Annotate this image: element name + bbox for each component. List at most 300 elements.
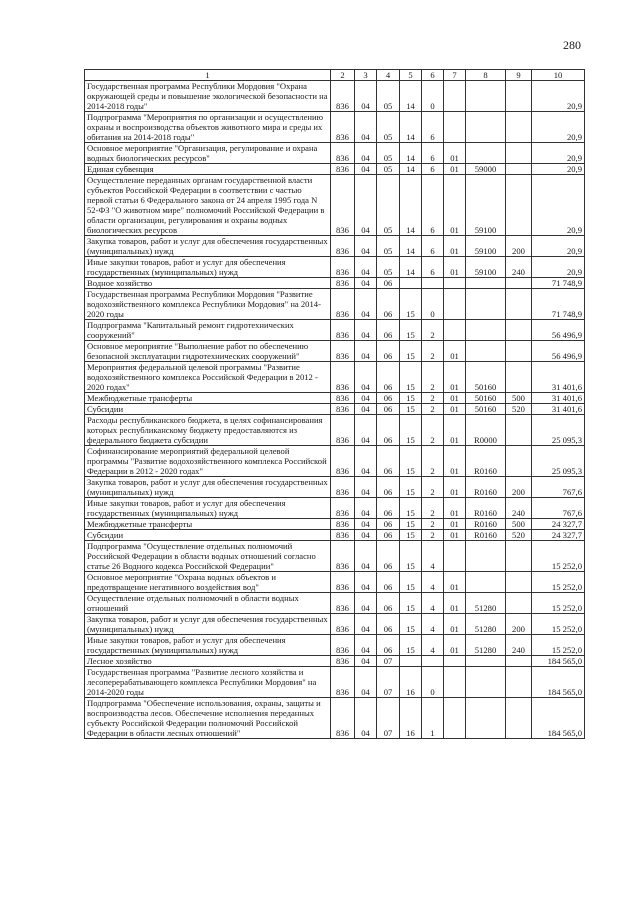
ministry-code-cell: 836 xyxy=(331,415,355,446)
target-article-code-cell xyxy=(466,667,506,698)
target-article-code-cell xyxy=(466,320,506,341)
program-code-cell: 14 xyxy=(400,236,422,257)
amount-cell: 20,9 xyxy=(532,112,585,143)
amount-cell: 15 252,0 xyxy=(532,635,585,656)
ministry-code-cell: 836 xyxy=(331,393,355,404)
target-article-code-cell xyxy=(466,289,506,320)
expense-type-code-cell xyxy=(506,164,532,175)
ministry-code-cell: 836 xyxy=(331,446,355,477)
amount-cell: 184 565,0 xyxy=(532,656,585,667)
subprogram-code-cell: 2 xyxy=(422,320,444,341)
table-row xyxy=(85,393,585,404)
amount-cell: 71 748,9 xyxy=(532,278,585,289)
expense-type-code-cell xyxy=(506,289,532,320)
table-row xyxy=(85,112,585,143)
subprogram-code-cell: 6 xyxy=(422,236,444,257)
subsection-code-cell: 06 xyxy=(377,498,400,519)
row-name-cell: Закупка товаров, работ и услуг для обеспечения государственных (муниципальных) нужд xyxy=(85,477,331,498)
subprogram-code-cell: 4 xyxy=(422,614,444,635)
activity-code-cell: 01 xyxy=(444,572,466,593)
expense-type-code-cell xyxy=(506,278,532,289)
program-code-cell: 15 xyxy=(400,519,422,530)
target-article-code-cell: 59100 xyxy=(466,175,506,236)
expense-type-code-cell: 520 xyxy=(506,530,532,541)
section-code-cell: 04 xyxy=(355,519,377,530)
section-code-cell: 04 xyxy=(355,278,377,289)
subprogram-code-cell: 4 xyxy=(422,593,444,614)
section-code-cell: 04 xyxy=(355,446,377,477)
page-number: 280 xyxy=(563,38,581,52)
subsection-code-cell: 06 xyxy=(377,362,400,393)
subsection-code-cell: 06 xyxy=(377,635,400,656)
target-article-code-cell: 51280 xyxy=(466,593,506,614)
table-row xyxy=(85,656,585,667)
row-name-cell: Подпрограмма "Обеспечение использования, охраны, защиты и воспроизводства лесов. Обеспечение исполнения переданных субъекту Российской Федерации полномочий Российской Федерации в области лесных отношений" xyxy=(85,698,331,739)
target-article-code-cell: 51280 xyxy=(466,635,506,656)
table-row xyxy=(85,446,585,477)
table-row xyxy=(85,278,585,289)
subprogram-code-cell: 2 xyxy=(422,393,444,404)
row-name-cell: Иные закупки товаров, работ и услуг для обеспечения государственных (муниципальных) нужд xyxy=(85,257,331,278)
subprogram-code-cell: 6 xyxy=(422,257,444,278)
column-header: 7 xyxy=(444,70,466,81)
row-name-cell: Государственная программа Республики Мордовия "Развитие водохозяйственного комплекса Республики Мордовия" на 2014-2020 годы xyxy=(85,289,331,320)
subsection-code-cell: 05 xyxy=(377,257,400,278)
program-code-cell: 14 xyxy=(400,81,422,112)
table-row xyxy=(85,530,585,541)
column-header: 4 xyxy=(377,70,400,81)
target-article-code-cell: R0160 xyxy=(466,519,506,530)
target-article-code-cell: 50160 xyxy=(466,362,506,393)
table-row xyxy=(85,498,585,519)
amount-cell: 15 252,0 xyxy=(532,572,585,593)
activity-code-cell: 01 xyxy=(444,257,466,278)
ministry-code-cell: 836 xyxy=(331,257,355,278)
column-header: 3 xyxy=(355,70,377,81)
table-row xyxy=(85,404,585,415)
target-article-code-cell: 59000 xyxy=(466,164,506,175)
column-header: 2 xyxy=(331,70,355,81)
target-article-code-cell: 59100 xyxy=(466,236,506,257)
table-row xyxy=(85,175,585,236)
section-code-cell: 04 xyxy=(355,164,377,175)
subsection-code-cell: 07 xyxy=(377,656,400,667)
expense-type-code-cell: 200 xyxy=(506,236,532,257)
row-name-cell: Межбюджетные трансферты xyxy=(85,519,331,530)
target-article-code-cell xyxy=(466,656,506,667)
row-name-cell: Закупка товаров, работ и услуг для обеспечения государственных (муниципальных) нужд xyxy=(85,236,331,257)
row-name-cell: Осуществление отдельных полномочий в области водных отношений xyxy=(85,593,331,614)
ministry-code-cell: 836 xyxy=(331,143,355,164)
subprogram-code-cell: 4 xyxy=(422,635,444,656)
subsection-code-cell: 05 xyxy=(377,164,400,175)
program-code-cell: 15 xyxy=(400,393,422,404)
row-name-cell: Подпрограмма "Мероприятия по организации и осуществлению охраны и воспроизводства объектов животного мира и среды их обитания на 2014-2018 годы" xyxy=(85,112,331,143)
expense-type-code-cell xyxy=(506,143,532,164)
program-code-cell xyxy=(400,278,422,289)
subprogram-code-cell: 1 xyxy=(422,698,444,739)
program-code-cell: 14 xyxy=(400,164,422,175)
expense-type-code-cell xyxy=(506,541,532,572)
activity-code-cell xyxy=(444,112,466,143)
activity-code-cell xyxy=(444,278,466,289)
activity-code-cell: 01 xyxy=(444,519,466,530)
subsection-code-cell: 05 xyxy=(377,81,400,112)
amount-cell: 25 095,3 xyxy=(532,446,585,477)
activity-code-cell: 01 xyxy=(444,530,466,541)
activity-code-cell xyxy=(444,656,466,667)
expense-type-code-cell xyxy=(506,81,532,112)
subsection-code-cell: 05 xyxy=(377,236,400,257)
expense-type-code-cell xyxy=(506,698,532,739)
subsection-code-cell: 06 xyxy=(377,393,400,404)
row-name-cell: Иные закупки товаров, работ и услуг для обеспечения государственных (муниципальных) нужд xyxy=(85,635,331,656)
subprogram-code-cell: 6 xyxy=(422,112,444,143)
subsection-code-cell: 05 xyxy=(377,112,400,143)
ministry-code-cell: 836 xyxy=(331,477,355,498)
target-article-code-cell xyxy=(466,112,506,143)
table-row xyxy=(85,415,585,446)
amount-cell: 71 748,9 xyxy=(532,289,585,320)
ministry-code-cell: 836 xyxy=(331,289,355,320)
target-article-code-cell: R0160 xyxy=(466,477,506,498)
ministry-code-cell: 836 xyxy=(331,667,355,698)
table-row xyxy=(85,541,585,572)
ministry-code-cell: 836 xyxy=(331,112,355,143)
program-code-cell: 16 xyxy=(400,667,422,698)
ministry-code-cell: 836 xyxy=(331,498,355,519)
table-row xyxy=(85,635,585,656)
program-code-cell: 15 xyxy=(400,572,422,593)
subsection-code-cell: 05 xyxy=(377,143,400,164)
subsection-code-cell: 06 xyxy=(377,404,400,415)
expense-type-code-cell xyxy=(506,341,532,362)
subsection-code-cell: 06 xyxy=(377,530,400,541)
subsection-code-cell: 06 xyxy=(377,320,400,341)
amount-cell: 20,9 xyxy=(532,164,585,175)
subprogram-code-cell xyxy=(422,278,444,289)
target-article-code-cell xyxy=(466,341,506,362)
budget-table xyxy=(84,69,585,739)
ministry-code-cell: 836 xyxy=(331,81,355,112)
ministry-code-cell: 836 xyxy=(331,404,355,415)
table-row xyxy=(85,362,585,393)
amount-cell: 15 252,0 xyxy=(532,593,585,614)
amount-cell: 31 401,6 xyxy=(532,393,585,404)
row-name-cell: Расходы республиканского бюджета, в целях софинансирования которых республиканскому бюджету предоставляются из федерального бюджета субсидии xyxy=(85,415,331,446)
ministry-code-cell: 836 xyxy=(331,541,355,572)
section-code-cell: 04 xyxy=(355,320,377,341)
section-code-cell: 04 xyxy=(355,614,377,635)
subprogram-code-cell: 6 xyxy=(422,143,444,164)
row-name-cell: Подпрограмма "Капитальный ремонт гидротехнических сооружений" xyxy=(85,320,331,341)
column-header: 1 xyxy=(85,70,331,81)
amount-cell: 20,9 xyxy=(532,257,585,278)
amount-cell: 767,6 xyxy=(532,498,585,519)
activity-code-cell: 01 xyxy=(444,404,466,415)
subprogram-code-cell: 2 xyxy=(422,498,444,519)
target-article-code-cell: R0160 xyxy=(466,530,506,541)
activity-code-cell: 01 xyxy=(444,635,466,656)
activity-code-cell: 01 xyxy=(444,341,466,362)
row-name-cell: Субсидии xyxy=(85,404,331,415)
target-article-code-cell: R0160 xyxy=(466,498,506,519)
amount-cell: 31 401,6 xyxy=(532,362,585,393)
expense-type-code-cell: 240 xyxy=(506,635,532,656)
activity-code-cell: 01 xyxy=(444,593,466,614)
program-code-cell: 15 xyxy=(400,341,422,362)
amount-cell: 20,9 xyxy=(532,81,585,112)
activity-code-cell: 01 xyxy=(444,143,466,164)
expense-type-code-cell: 240 xyxy=(506,498,532,519)
target-article-code-cell: 59100 xyxy=(466,257,506,278)
activity-code-cell xyxy=(444,667,466,698)
subprogram-code-cell: 4 xyxy=(422,572,444,593)
program-code-cell: 16 xyxy=(400,698,422,739)
activity-code-cell xyxy=(444,320,466,341)
subsection-code-cell: 06 xyxy=(377,278,400,289)
section-code-cell: 04 xyxy=(355,667,377,698)
amount-cell: 184 565,0 xyxy=(532,698,585,739)
row-name-cell: Софинансирование мероприятий федеральной целевой программы "Развитие водохозяйственного комплекса Российской Федерации в 2012 - 2020 годах" xyxy=(85,446,331,477)
section-code-cell: 04 xyxy=(355,477,377,498)
activity-code-cell: 01 xyxy=(444,393,466,404)
target-article-code-cell: R0000 xyxy=(466,415,506,446)
row-name-cell: Мероприятия федеральной целевой программы "Развитие водохозяйственного комплекса Российской Федерации в 2012 - 2020 годах" xyxy=(85,362,331,393)
section-code-cell: 04 xyxy=(355,541,377,572)
section-code-cell: 04 xyxy=(355,415,377,446)
subprogram-code-cell: 2 xyxy=(422,415,444,446)
table-row xyxy=(85,81,585,112)
subsection-code-cell: 06 xyxy=(377,614,400,635)
table-row xyxy=(85,236,585,257)
subprogram-code-cell: 6 xyxy=(422,164,444,175)
program-code-cell xyxy=(400,656,422,667)
ministry-code-cell: 836 xyxy=(331,698,355,739)
activity-code-cell xyxy=(444,541,466,572)
expense-type-code-cell xyxy=(506,175,532,236)
ministry-code-cell: 836 xyxy=(331,614,355,635)
row-name-cell: Межбюджетные трансферты xyxy=(85,393,331,404)
subsection-code-cell: 06 xyxy=(377,519,400,530)
ministry-code-cell: 836 xyxy=(331,519,355,530)
ministry-code-cell: 836 xyxy=(331,175,355,236)
table-row xyxy=(85,614,585,635)
amount-cell: 767,6 xyxy=(532,477,585,498)
activity-code-cell: 01 xyxy=(444,415,466,446)
program-code-cell: 14 xyxy=(400,143,422,164)
activity-code-cell: 01 xyxy=(444,446,466,477)
section-code-cell: 04 xyxy=(355,236,377,257)
ministry-code-cell: 836 xyxy=(331,593,355,614)
table-row xyxy=(85,698,585,739)
activity-code-cell: 01 xyxy=(444,614,466,635)
expense-type-code-cell xyxy=(506,572,532,593)
target-article-code-cell xyxy=(466,541,506,572)
activity-code-cell xyxy=(444,289,466,320)
expense-type-code-cell: 240 xyxy=(506,257,532,278)
table-row xyxy=(85,164,585,175)
target-article-code-cell: 51280 xyxy=(466,614,506,635)
program-code-cell: 14 xyxy=(400,257,422,278)
row-name-cell: Закупка товаров, работ и услуг для обеспечения государственных (муниципальных) нужд xyxy=(85,614,331,635)
section-code-cell: 04 xyxy=(355,393,377,404)
expense-type-code-cell: 500 xyxy=(506,393,532,404)
amount-cell: 20,9 xyxy=(532,143,585,164)
row-name-cell: Основное мероприятие "Организация, регулирование и охрана водных биологических ресурсов" xyxy=(85,143,331,164)
section-code-cell: 04 xyxy=(355,362,377,393)
section-code-cell: 04 xyxy=(355,698,377,739)
subprogram-code-cell: 2 xyxy=(422,341,444,362)
program-code-cell: 15 xyxy=(400,498,422,519)
column-header: 10 xyxy=(532,70,585,81)
subsection-code-cell: 06 xyxy=(377,572,400,593)
expense-type-code-cell: 500 xyxy=(506,519,532,530)
row-name-cell: Лесное хозяйство xyxy=(85,656,331,667)
activity-code-cell: 01 xyxy=(444,362,466,393)
table-row xyxy=(85,667,585,698)
column-header: 5 xyxy=(400,70,422,81)
section-code-cell: 04 xyxy=(355,341,377,362)
table-row xyxy=(85,593,585,614)
target-article-code-cell xyxy=(466,81,506,112)
target-article-code-cell xyxy=(466,572,506,593)
column-header: 9 xyxy=(506,70,532,81)
table-row xyxy=(85,143,585,164)
row-name-cell: Государственная программа Республики Мордовия "Охрана окружающей среды и повышение экологической безопасности на 2014-2018 годы" xyxy=(85,81,331,112)
expense-type-code-cell xyxy=(506,415,532,446)
column-header: 6 xyxy=(422,70,444,81)
ministry-code-cell: 836 xyxy=(331,320,355,341)
subsection-code-cell: 06 xyxy=(377,446,400,477)
subprogram-code-cell: 0 xyxy=(422,289,444,320)
target-article-code-cell: 50160 xyxy=(466,404,506,415)
expense-type-code-cell xyxy=(506,362,532,393)
activity-code-cell: 01 xyxy=(444,236,466,257)
ministry-code-cell: 836 xyxy=(331,164,355,175)
subprogram-code-cell: 0 xyxy=(422,667,444,698)
section-code-cell: 04 xyxy=(355,81,377,112)
row-name-cell: Субсидии xyxy=(85,530,331,541)
section-code-cell: 04 xyxy=(355,656,377,667)
program-code-cell: 14 xyxy=(400,112,422,143)
subprogram-code-cell: 0 xyxy=(422,81,444,112)
row-name-cell: Единая субвенция xyxy=(85,164,331,175)
program-code-cell: 15 xyxy=(400,635,422,656)
program-code-cell: 15 xyxy=(400,404,422,415)
subprogram-code-cell: 2 xyxy=(422,519,444,530)
subsection-code-cell: 06 xyxy=(377,477,400,498)
amount-cell: 31 401,6 xyxy=(532,404,585,415)
subprogram-code-cell: 2 xyxy=(422,446,444,477)
table-row xyxy=(85,341,585,362)
row-name-cell: Подпрограмма "Осуществление отдельных полномочий Российской Федерации в области водных отношений согласно статье 26 Водного кодекса Российской Федерации" xyxy=(85,541,331,572)
section-code-cell: 04 xyxy=(355,175,377,236)
section-code-cell: 04 xyxy=(355,530,377,541)
program-code-cell: 15 xyxy=(400,289,422,320)
expense-type-code-cell xyxy=(506,593,532,614)
amount-cell: 24 327,7 xyxy=(532,530,585,541)
ministry-code-cell: 836 xyxy=(331,572,355,593)
row-name-cell: Водное хозяйство xyxy=(85,278,331,289)
subprogram-code-cell xyxy=(422,656,444,667)
target-article-code-cell xyxy=(466,698,506,739)
subsection-code-cell: 06 xyxy=(377,289,400,320)
amount-cell: 25 095,3 xyxy=(532,415,585,446)
table-row xyxy=(85,477,585,498)
ministry-code-cell: 836 xyxy=(331,656,355,667)
ministry-code-cell: 836 xyxy=(331,362,355,393)
program-code-cell: 15 xyxy=(400,541,422,572)
amount-cell: 56 496,9 xyxy=(532,341,585,362)
amount-cell: 184 565,0 xyxy=(532,667,585,698)
section-code-cell: 04 xyxy=(355,289,377,320)
subsection-code-cell: 05 xyxy=(377,175,400,236)
amount-cell: 15 252,0 xyxy=(532,614,585,635)
ministry-code-cell: 836 xyxy=(331,530,355,541)
program-code-cell: 15 xyxy=(400,362,422,393)
table-row xyxy=(85,320,585,341)
table-row xyxy=(85,572,585,593)
program-code-cell: 14 xyxy=(400,175,422,236)
row-name-cell: Осуществление переданных органам государственной власти субъектов Российской Федерации в соответствии с частью первой статьи 6 Федерального закона от 24 апреля 1995 года N 52-ФЗ "О животном мире" полномочий Российской Федерации в области организации, регулирования и охраны водных биологических ресурсов xyxy=(85,175,331,236)
program-code-cell: 15 xyxy=(400,320,422,341)
section-code-cell: 04 xyxy=(355,635,377,656)
expense-type-code-cell: 200 xyxy=(506,477,532,498)
table-header-row xyxy=(85,70,585,81)
program-code-cell: 15 xyxy=(400,614,422,635)
row-name-cell: Основное мероприятие "Выполнение работ по обеспечению безопасной эксплуатации гидротехнических сооружений" xyxy=(85,341,331,362)
activity-code-cell: 01 xyxy=(444,477,466,498)
section-code-cell: 04 xyxy=(355,112,377,143)
expense-type-code-cell xyxy=(506,667,532,698)
subsection-code-cell: 06 xyxy=(377,593,400,614)
expense-type-code-cell xyxy=(506,446,532,477)
activity-code-cell xyxy=(444,698,466,739)
amount-cell: 24 327,7 xyxy=(532,519,585,530)
section-code-cell: 04 xyxy=(355,572,377,593)
expense-type-code-cell xyxy=(506,112,532,143)
subprogram-code-cell: 2 xyxy=(422,404,444,415)
section-code-cell: 04 xyxy=(355,143,377,164)
expense-type-code-cell: 200 xyxy=(506,614,532,635)
subprogram-code-cell: 4 xyxy=(422,541,444,572)
activity-code-cell: 01 xyxy=(444,164,466,175)
table-row xyxy=(85,257,585,278)
ministry-code-cell: 836 xyxy=(331,635,355,656)
program-code-cell: 15 xyxy=(400,530,422,541)
activity-code-cell: 01 xyxy=(444,498,466,519)
subsection-code-cell: 07 xyxy=(377,698,400,739)
program-code-cell: 15 xyxy=(400,477,422,498)
program-code-cell: 15 xyxy=(400,446,422,477)
amount-cell: 56 496,9 xyxy=(532,320,585,341)
subprogram-code-cell: 2 xyxy=(422,530,444,541)
column-header: 8 xyxy=(466,70,506,81)
target-article-code-cell: 50160 xyxy=(466,393,506,404)
activity-code-cell: 01 xyxy=(444,175,466,236)
activity-code-cell xyxy=(444,81,466,112)
target-article-code-cell: R0160 xyxy=(466,446,506,477)
row-name-cell: Государственная программа "Развитие лесного хозяйства и лесоперерабатывающего комплекса Республики Мордовия" на 2014-2020 годы xyxy=(85,667,331,698)
ministry-code-cell: 836 xyxy=(331,278,355,289)
ministry-code-cell: 836 xyxy=(331,341,355,362)
program-code-cell: 15 xyxy=(400,415,422,446)
row-name-cell: Иные закупки товаров, работ и услуг для обеспечения государственных (муниципальных) нужд xyxy=(85,498,331,519)
subprogram-code-cell: 2 xyxy=(422,477,444,498)
section-code-cell: 04 xyxy=(355,404,377,415)
section-code-cell: 04 xyxy=(355,257,377,278)
